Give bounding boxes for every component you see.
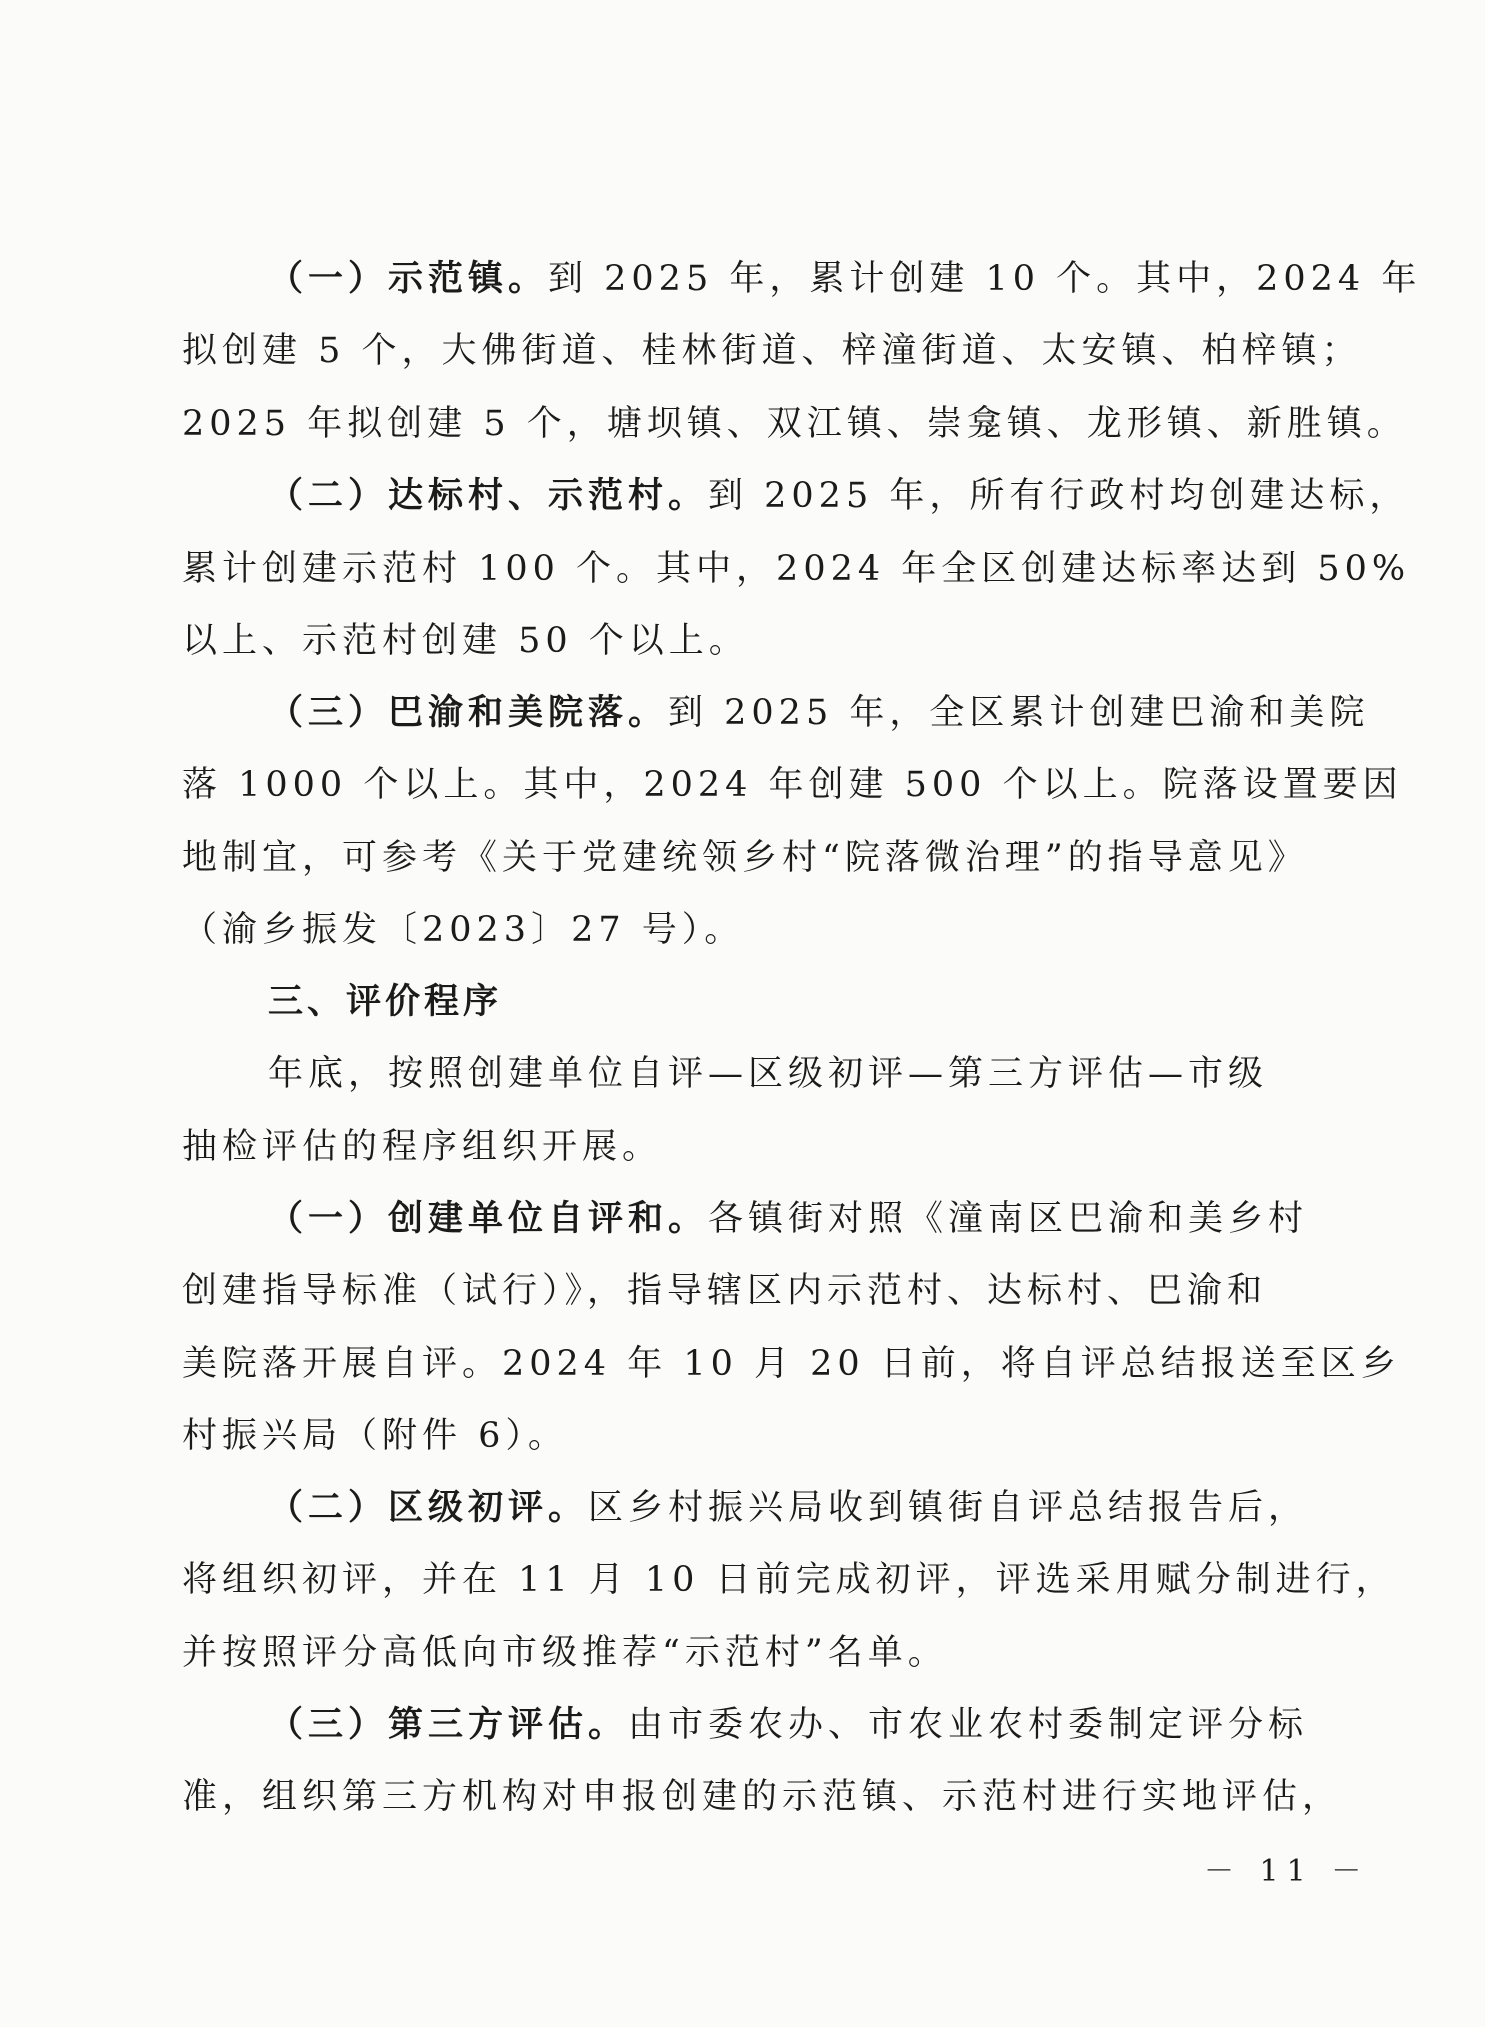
paragraph-text: 到 2025 年，累计创建 10 个。其中，2024 年 (548, 259, 1422, 299)
paragraph-line (268, 1199, 1312, 1239)
paragraph-line (268, 258, 1422, 299)
paragraph-line: 准，组织第三方机构对申报创建的示范镇、示范村进行实地评估， (182, 1777, 1343, 1817)
paragraph-line (268, 1705, 1312, 1745)
paragraph-line: 拟创建 5 个，大佛街道、桂林街道、梓潼街道、太安镇、柏梓镇； (182, 331, 1362, 371)
paragraph-line (268, 1488, 1312, 1528)
page-number: － 11 － (1204, 1854, 1370, 1889)
paragraph-line: 年底，按照创建单位自评—区级初评—第三方评估—市级 (268, 1054, 1269, 1094)
paragraph-line: 地制宜，可参考《关于党建统领乡村“院落微治理”的指导意见》 (182, 838, 1308, 878)
paragraph-line: 将组织初评，并在 11 月 10 日前完成初评，评选采用赋分制进行， (182, 1560, 1396, 1600)
paragraph-line: 以上、示范村创建 50 个以上。 (182, 621, 749, 661)
paragraph-text: 各镇街对照《潼南区巴渝和美乡村 (708, 1199, 1309, 1239)
paragraph-line: 抽检评估的程序组织开展。 (182, 1127, 663, 1167)
paragraph-lead: （一）创建单位自评和。 (268, 1198, 709, 1239)
paragraph-lead: （三）第三方评估。 (268, 1704, 629, 1745)
paragraph-text: 到 2025 年，全区累计创建巴渝和美院 (668, 693, 1370, 733)
paragraph-line: 落 1000 个以上。其中，2024 年创建 500 个以上。院落设置要因 (182, 765, 1403, 805)
paragraph-text: 由市委农办、市农业农村委制定评分标 (628, 1705, 1309, 1745)
paragraph-lead: （二）达标村、示范村。 (268, 475, 709, 516)
paragraph-line (268, 692, 1370, 733)
paragraph-line: 并按照评分高低向市级推荐“示范村”名单。 (182, 1633, 948, 1673)
paragraph-line: 美院落开展自评。2024 年 10 月 20 日前，将自评总结报送至区乡 (182, 1344, 1401, 1384)
paragraph-text: 到 2025 年，所有行政村均创建达标， (708, 476, 1410, 516)
paragraph-lead: （二）区级初评。 (268, 1487, 589, 1528)
paragraph-line (268, 475, 1410, 516)
paragraph-text: 区乡村振兴局收到镇街自评总结报告后， (588, 1488, 1309, 1528)
paragraph-line: 累计创建示范村 100 个。其中，2024 年全区创建达标率达到 50% (182, 549, 1411, 589)
section-heading: 三、评价程序 (268, 982, 503, 1022)
paragraph-lead: （三）巴渝和美院落。 (268, 692, 669, 733)
paragraph-line: 村振兴局（附件 6）。 (182, 1416, 568, 1456)
paragraph-line: （渝乡振发〔2023〕27 号）。 (182, 910, 745, 950)
paragraph-line: 2025 年拟创建 5 个，塘坝镇、双江镇、崇龛镇、龙形镇、新胜镇。 (182, 404, 1407, 444)
paragraph-lead: （一）示范镇。 (268, 258, 549, 299)
paragraph-line: 创建指导标准（试行）》，指导辖区内示范村、达标村、巴渝和 (182, 1271, 1268, 1311)
